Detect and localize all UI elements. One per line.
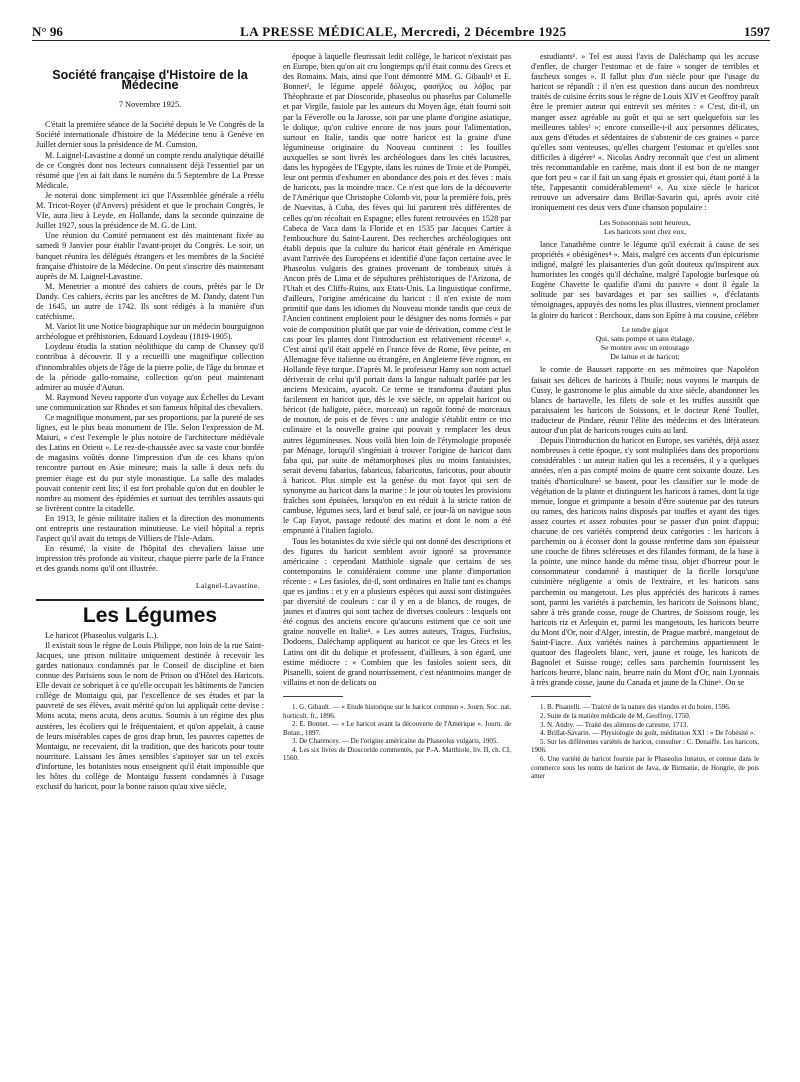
paragraph: En résumé, la visite de l'hôpital des chevaliers laisse une impression très profonde au visiteur, chaque pierre parle de la France et des grands noms qu'il ont illustrée. — [36, 544, 264, 574]
verse-quote-2 — [531, 325, 759, 362]
verse-line: Le tendre gigot — [621, 324, 669, 334]
footnote: 3. N. Andry. — Traité des alimens de caresme, 1713. — [540, 720, 689, 729]
paragraph: Je noterai donc simplement ici que l'Assemblée générale a réélu M. Tricot-Royer (d'Anvers) président et que le prochain Congrès, le VIe, aura lieu à Leyde, en Hollande, dans la seconde quinzaine de Juillet 1927, sous la présidence de M. G. de Lint. — [36, 190, 264, 231]
paragraph: Il existait sous le règne de Louis Philippe, non loin de la rue Saint-Jacques, une prison militaire uniquement destinée à recevoir les gardes nationaux condamnés par le Conseil de discipline et bien connue des Parisiens sous le nom de Prison ou d'Hôtel des Haricots. Elle devait ce sobriquet à ce qu'elle occupait les bâtiments de l'ancien collège de Montaigu qui, par l'excellence de ses études et par la pauvreté de ses élèves, avait mérité qu'on lui appliquât cette devise : Mons acuta, mens acuta, dens acutus. Soumis à un régime des plus austères, les écoliers qui le fréquentaient, et qu'on appelait, à cause de leurs misérables capes de gros drap brun, les pauvres capettes de Montaigu, ne recevaient, dit la tradition, que des haricots pour toute nourriture. Laissant les âmes sensibles s'apitoyer sur un tel excès d'infortune, les botanistes nous enseignent qu'il était impossible que les hôtes du collège de Montaigu fussent condamnés à l'usage exclusif du haricot, pour la bonne raison qu'au xive siècle, — [36, 640, 264, 792]
paragraph: Loydeau étudia la station néolithique du camp de Chassey qu'il contribua à découvrir. Il y a recueilli une magnifique collection d'innombrables objets de l'âge de la pierre polie, de l'âge du bronze et de la période gallo-romaine, collection qu'on peut maintenant admirer au musée d'Autun. — [36, 342, 264, 392]
footnote: 5. Sur les différentes variétés de haricot, consulter : C. Denaiffe. Les haricots, 1906. — [531, 737, 759, 755]
paragraph: Tous les botanistes du xvie siècle qui ont donné des descriptions et des figures du haricot semblent avoir ignoré sa provenance américaine : cependant Matthiole signale que certains de ses contemporains le considéraient comme une plante d'importation récente : « Les fasioles, dit-il, sont ordinaires en Italie tant es champs que es jardins : et y en a plusieurs espèces qui aussi sont distinguées par diversité de couleurs : car il y en a de blancs, de rouges, de jaunes et d'autres qui sont tachez de diverses couleurs : lesquels ont été cognus des anciens encore qu'aucuns estiment que ce soit une graine nouvelle en Italie⁴. » Les autres auteurs, Tragus, Fuchsius, Dodoens, Daléchamp appliquent au haricot ce que les Grecs et les Latins ont dit du dolique et professent, d'ailleurs, à son égard, une estime médiocre : « Combien que les fasioles soient secs, dit Pisanelli, soient de grand nourrissement, c'est néantmoins manger de villains et non de delicats ou — [283, 536, 511, 687]
paragraph: En 1913, le génie militaire italien et la direction des monuments ont entrepris une restauration minutieuse. Le vieil hôpital a repris l'aspect qu'il avait du temps de Villiers de l'Isle-Adam. — [36, 513, 264, 544]
paragraph: M. Raymond Neveu rapporte d'un voyage aux Échelles du Levant une communication sur Rhodes et son fameux hôpital des chevaliers. — [36, 392, 264, 412]
verse-line: Les haricots sont chez eux, — [603, 226, 687, 236]
page-number: 1597 — [743, 24, 770, 39]
paragraph: Depuis l'introduction du haricot en Europe, ses variétés, déjà assez nombreuses à cette époque, s'y sont multipliées dans des proportions considérables : un auteur italien qui les a recensées, il y a quelques années, n'en a pas compté moins de quatre cent soixante douze. Les traités d'horticulture⁵ se basent, pour les classifier sur le mode de végétation de la plante et distinguent les haricots à rames, dont la tige menue, longue et grimpante a besoin d'être soutenue par des tuteurs ou rames, des haricots nains disposés par touffes et ayant des tiges assez courtes et assez robustes pour se passer d'un point d'appui; chacune de ces variétés comprend deux catégories : les haricots à parchemin ou à écosser dont la gousse renferme dans son épaisseur une couche de fibres scléreuses et des filandes formant, de la base à la pointe, une mince bande du même tissu, objet d'horreur pour le consommateur condamné à mastiquer de la ficelle lorsqu'une cuisinière négligente a omis de l'extraire, et les haricots sans parchemin ou mangetout. Les plus appréciés des haricots à rames sont, parmi les variétés à parchemin, les haricots de Soissons blanc, sabre à très grande cosse, rouge de Chartres, de Soissons rouge, les haricots riz et Arlequin et, parmi les mangetouts, les haricots beurre du Mont d'Or, noir d'Alger, intestin, de Prague marbré, mangetout de Saint-Fiacre. Aux variétés naines à parchemins appartiennent le quatuor des flageolets blanc, vert, jaune et rouge, les haricots de Bagnolet et Suisse rouge; celles sans parchemin fournissent les haricots beurre, blanc nain, beurre nain du Mont d'Or, nain Lyonnais à très grande cosse, jaune du Canada et jaune de la Chine⁶. On se — [531, 436, 759, 688]
column-1 — [36, 52, 264, 1074]
article-body-end-c — [531, 365, 759, 688]
footnote: 6. Une variété de haricot fournie par le Phaseolus lunatus, et connue dans le commerce sous les noms de haricot de Java, de Birmanie, de Hongrie, de pois amer — [531, 755, 759, 781]
section-divider — [36, 599, 264, 601]
journal-title: LA PRESSE MÉDICALE, Mercredi, 2 Décembre 1925 — [240, 24, 567, 39]
footnote: 4. Brillat-Savarin. — Physiologie du goût, méditation XXI : « De l'obésité ». — [540, 729, 756, 738]
footnote: 1. B. Pisanelli. — Traicté de la nature des viandes et du boire, 1596. — [540, 703, 731, 712]
section-title: Société française d'Histoire de la Médecine — [52, 68, 248, 93]
footnote: 2. Suite de la matière médicale de M. Geoffroy, 1750. — [540, 712, 691, 721]
paragraph: M. Laignel-Lavastine a donné un compte rendu analytique détaillé de ce Congrès dont nos lecteurs connaissent déjà l'essentiel par un résumé que j'en ai fait dans le numéro du 5 Septembre de La Presse Médicale. — [36, 150, 264, 190]
paragraph: époque à laquelle fleurissait ledit collège, le haricot n'existait pas en Europe, bien qu'on ait cru longtemps qu'il était connu des Grecs et des Romains. Mais, ainsi que l'ont démontré MM. G. Gibault¹ et E. Bonnet², le légume appelé δόλιχος, φασήλος ou λόβος par Théophraste et par Dioscoride, phaseolus ou phaselus par Columelle et par Virgile, fasiole par les auteurs du Moyen âge, était fourni soit par la Féverolle ou la Jarosse, soit par une plante d'origine asiatique, le dolique, qu'on cultive encore de nos jours pour l'alimentation, surtout en Italie, tandis que notre haricot est la graine d'une légumineuse originaire du Nouveau continent : les fouilles auxquelles se sont livrés les archéologues dans les cités lacustres, dans les hypogées de l'Egypte, dans les ruines de Troie et de Pompéi, leur ont permis d'exhumer en abondance des pois et des fèves : mais de haricots, pas la moindre trace. Ce n'est que lors de la découverte de l'Amérique que Christophe Colomb vit, pour la première fois, près de Nuevitas, à Cuba, des fèves qui lui parurent très différentes de celles qu'on récoltait en Espagne; elles furent retrouvées en 1528 par Cabeca de Vaca dans la Floride et en 1535 par Jacques Cartier à l'embouchure du Saint-Laurent. Des recherches archéologiques ont établi depuis que la culture du haricot était générale en Amérique avant l'arrivée des Européens et identifié d'une façon certaine avec le Phaseolus vulgaris des graines provenant de tombeaux situés à Ancon près de Lima et de sépultures préhistoriques de l'Arizona, de l'Utah et des Cliffs-Ruins, aux Etats-Unis. La linguistique confirme, d'ailleurs, l'origine américaine du haricot : il n'en existe de nom primitif que dans les idiomes du Nouveau monde tandis que ceux de l'Ancien continent emploient pour le désigner des noms formés « par voie de composition plutôt que par voie de dérivation, comme c'est le cas pour les plantes dont l'introduction est relativement récente³ ». C'est ainsi qu'il était appelé en France fève de Rome, fève peinte, en Allemagne fève italienne ou étrangère, en Angleterre fève rognon, en Hollande fève turque. D'après M. le professeur Hamy son nom actuel dériverait de celui qu'il portait dans la langue nahualt parlée par les anciens Mexicains, ayacolt. Ce terme se transforma d'autant plus facilement en haricot que, dès le xve siècle, on appelait haricot ou héricot (de haligote, pièce, morceau) un ragoût formé de morceaux de mouton, de pois et de fèves : une analogie s'établit entre ce trio culinaire et la nouvelle graine qui pouvait y remplacer les deux autres légumineuses. Nous voilà bien loin de l'étymologie proposée par Ménage, lorsqu'il s'ingéniait à trouver l'origine de haricot dans faba qui, par suite de métamorphoses plus ou moins fantaisistes, serait devenu fabarius, fabaricus, fabaricotus, faricotus, pour aboutir à haricot. Plus simple est la genèse du mot fayot qui sert de synonyme au haricot dans la marine : le jour où toutes les provisions fraîches sont épuisées, lorsqu'on en est réduit à la stricte ration de cambuse, légumes secs, lard et bœuf salé, ce jour-là on navigue sous le Cap Fayot, passage redouté des marins et dont le nom a été emprunté à l'italien fagiolo. — [283, 52, 511, 536]
column-3 — [531, 52, 759, 1074]
report-signature: Laignel-Lavastine. — [195, 580, 260, 590]
verse-line: Qui, sans pompe et sans étalage, — [595, 333, 695, 343]
paragraph: le comte de Bausset rapporte en ses mémoires que Napoléon faisait ses délices de haricots à l'huile; nous voyons le marquis de Cussy, le gastronome le plus aimable du xixe siècle, abandonner les blancs de bartavelle, les filets de sole et les truffes aussitôt que paraissaient les haricots de Soissons, et le docteur René Toullet, traducteur de Pindare, réunir l'élite des médecins et des littérateurs autour d'un plat de haricots rouges cuits au lard. — [531, 365, 759, 436]
paragraph: M. Menetrier a montré des cahiers de cours, prêtés par le Dr Dandy. Ces cahiers, écrits par les ancêtres de M. Dandy, datent l'un de 1645, un autre de 1742. Ils sont rédigés à la manière d'un catéchisme. — [36, 281, 264, 322]
verse-line: Les Soissonnais sont heureux, — [599, 217, 691, 227]
footnote-divider — [531, 696, 591, 697]
session-date: 7 Novembre 1925. — [118, 100, 182, 110]
verse-line: De laitue et de haricot; — [610, 352, 680, 362]
paragraph: lance l'anathème contre le légume qu'il exécrait à cause de ses propriétés « obésigènes⁴ ». Mais, malgré ces accents d'un épicurisme indigné, malgré les plaisanteries d'un goût douteux qu'inspirent aux humoristes les congés qu'il déchaîne, malgré l'apologie burlesque où Eugène Chavette le qualifie d'ami du pauvre « dont il égale la solitude par ses bavardages et par ses saillies », d'éclatants témoignages, appuyés des noms les plus illustres, viennent proclamer la gloire du haricot : Berchoux, dans son Epître à ma cousine, célèbre — [531, 239, 759, 320]
article-body-end-b — [531, 240, 759, 321]
issue-number: N° 96 — [32, 24, 63, 39]
footnote: 4. Les six livres de Dioscoride commentés, par P.-A. Matthiole, liv. II, ch. CI, 1560. — [283, 745, 511, 763]
paragraph: C'était la première séance de la Société depuis le Ve Congrès de la Société internationale d'histoire de la Médecine tenu à Genève en Juillet dernier sous la présidence de M. Cumston. — [36, 120, 264, 150]
article-subtitle: Le haricot (Phaseolus vulgaris L.). — [45, 630, 159, 640]
verse-line: Se montre avec un entourage — [600, 343, 690, 353]
footnote: 3. De Charencey. — De l'origine américaine du Phaseolus vulgaris, 1905. — [292, 737, 499, 746]
society-report — [36, 120, 264, 574]
footnote: 2. E. Bonnet. — « Le haricot avant la découverte de l'Amérique ». Journ. de Botan., 1897. — [283, 720, 511, 737]
footnotes-col3 — [531, 703, 759, 780]
paragraph: Ce magnifique monument, par ses proportions, par la pureté de ses lignes, est le plus beau monument de l'île. Selon l'expression de M. Maiuri, « c'est l'exemple le plus notoire de l'architecture médiévale des Latins en Orient ». Le rez-de-chaussée avec sa vaste cour bordée de magasins voûtés donne l'impression d'un de ces khans qu'on rencontre partout en Asie mineure; mais la salle à deux nefs du premier étage est du pur style monastique. La salle des malades pouvait contenir cent lits; il est fort probable qu'on dut en doubler le nombre au moment des épidémies et surtout des terribles assauts qui se livrèrent contre la citadelle. — [36, 413, 264, 513]
article-body-start — [36, 641, 264, 792]
verse-quote-1 — [531, 218, 759, 236]
footnote: 1. G. Gibault. — « Etude historique sur le haricot commun ». Journ. Soc. nat. horticult. fr., 1896. — [283, 702, 511, 720]
article-title: Les Légumes — [82, 603, 218, 627]
page-header — [32, 18, 770, 41]
article-body-middle — [283, 52, 511, 688]
footnote-divider — [283, 696, 343, 697]
column-2 — [283, 52, 511, 1074]
paragraph: estudiants¹. » Tel est aussi l'avis de Daléchamp qui les accuse d'enfler, de charger l'estomac et de faire « songer de terribles et fascheux songes ». Il fallut plus d'un siècle pour que l'usage du haricot se répandît : il n'en est question dans aucun des nombreux traités de cuisine écrits sous le règne de Louis XIV et Geoffroy paraît être le premier auteur qui entrevit ses mérites : « C'est, dit-il, un manger assez agréable au goût et qui se sert quelquefois sur les meilleures tables² »; encore conseille-t-il aux personnes délicates, aux gens d'études et sédentaires de s'abstenir de ces graines « parce qu'elles sont venteuses, qu'elles chargent l'estomac et qu'elles sont difficiles à digérer³ ». Nicolas Andry reconnaît que c'est un aliment très recommandable en carême, mais dont il est bon de ne manger que fort peu « car il fait un sang épais et grossier qui, étant porté à la tête, l'appesantit considérablement³ ». Au xixe siècle le haricot retrouve un adversaire dans Brillat-Savarin qui, après avoir cité ironiquement ces deux vers d'une chanson populaire : — [531, 52, 759, 213]
paragraph: Une réunion du Comité permanent est dès maintenant fixée au samedi 9 Janvier pour établir l'avant-projet du Congrès. Le soir, un banquet réunira les délégués étrangers et les membres de la Société française d'histoire de la Médecine. On peut s'inscrire dès maintenant auprès de M. Laignel-Lavastine. — [36, 231, 264, 281]
article-body-end-a — [531, 52, 759, 214]
paragraph: M. Variot lit une Notice biographique sur un médecin bourguignon archéologue et préhistorien, Edouard Loydeau (1819-1905). — [36, 322, 264, 342]
footnotes-col2 — [283, 703, 511, 763]
